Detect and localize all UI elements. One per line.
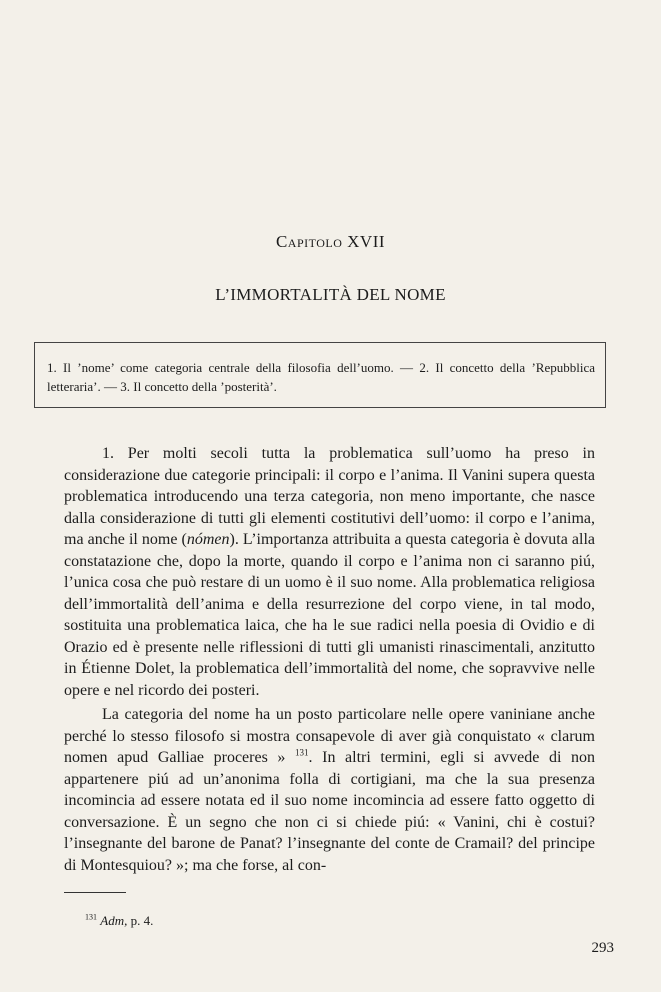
- paragraph-2-text-b: . In altri termini, egli si avvede di non appartenere piú ad un’anonima folla di cortigiani, ma che la sua presenza incomincia ad essere notata ed il suo nome incomincia ad essere fatto oggetto di conversazione. È un segno che non ci si chiede piú: « Vanini, chi è costui? l’insegnante del barone de Panat? l’insegnante del conte de Cramail? del principe di Montesquiou? »; ma che forse, al con-: [64, 749, 596, 874]
- chapter-heading: Capitolo XVII: [275, 232, 386, 251]
- paragraph-2: [64, 704, 595, 876]
- paragraph-2-text-a: La categoria del nome ha un posto particolare nelle opere vaniniane anche perché lo stesso filosofo si mostra consapevole di aver già conquistato « clarum nomen apud Galliae proceres »: [64, 706, 595, 766]
- chapter-summary: 1. Il ’nome’ come categoria centrale della filosofia dell’uomo. — 2. Il concetto della ’Repubblica letteraria’. — 3. Il concetto della ’posterità’.: [47, 360, 595, 394]
- footnote: [85, 913, 153, 929]
- paragraph-1-text-b: ). L’importanza attribuita a questa categoria è dovuta alla constatazione che, dopo la morte, quando il corpo e l’anima non ci saranno piú, l’unica cosa che può restare di un uomo è il suo nome. Alla problematica religiosa dell’immortalità dell’anima e della resurrezione del corpo viene, in tal modo, sostituita una problematica laica, che ha le sue radici nella poesia di Ovidio e di Orazio ed è presente nelle riflessioni di tutti gli umanisti rinascimentali, anzitutto in Étienne Dolet, la problematica dell’immortalità del nome, che sopravvive nelle opere e nel ricordo dei posteri.: [64, 531, 596, 699]
- footnote-reference: 131: [295, 747, 309, 758]
- paragraph-1: [64, 443, 595, 701]
- chapter-title: L’IMMORTALITÀ DEL NOME: [215, 285, 446, 304]
- paragraph-1-text-a: 1. Per molti secoli tutta la problematica sull’uomo ha preso in considerazione due categorie principali: il corpo e l’anima. Il Vanini supera questa problematica introducendo una terza categoria, non meno importante, che nasce dalla considerazione di tutti gli elementi costitutivi dell’uomo: il corpo e l’anima, ma anche il nome (: [64, 445, 595, 548]
- footnote-source: Adm,: [100, 913, 128, 928]
- footnote-ref: p. 4.: [130, 913, 154, 928]
- footnote-number: 131: [85, 912, 97, 922]
- chapter-summary-box: [34, 342, 606, 408]
- page-number: 293: [591, 940, 614, 956]
- footnote-divider: [64, 892, 126, 893]
- main-text: [64, 443, 595, 876]
- latin-term: nómen: [186, 531, 230, 548]
